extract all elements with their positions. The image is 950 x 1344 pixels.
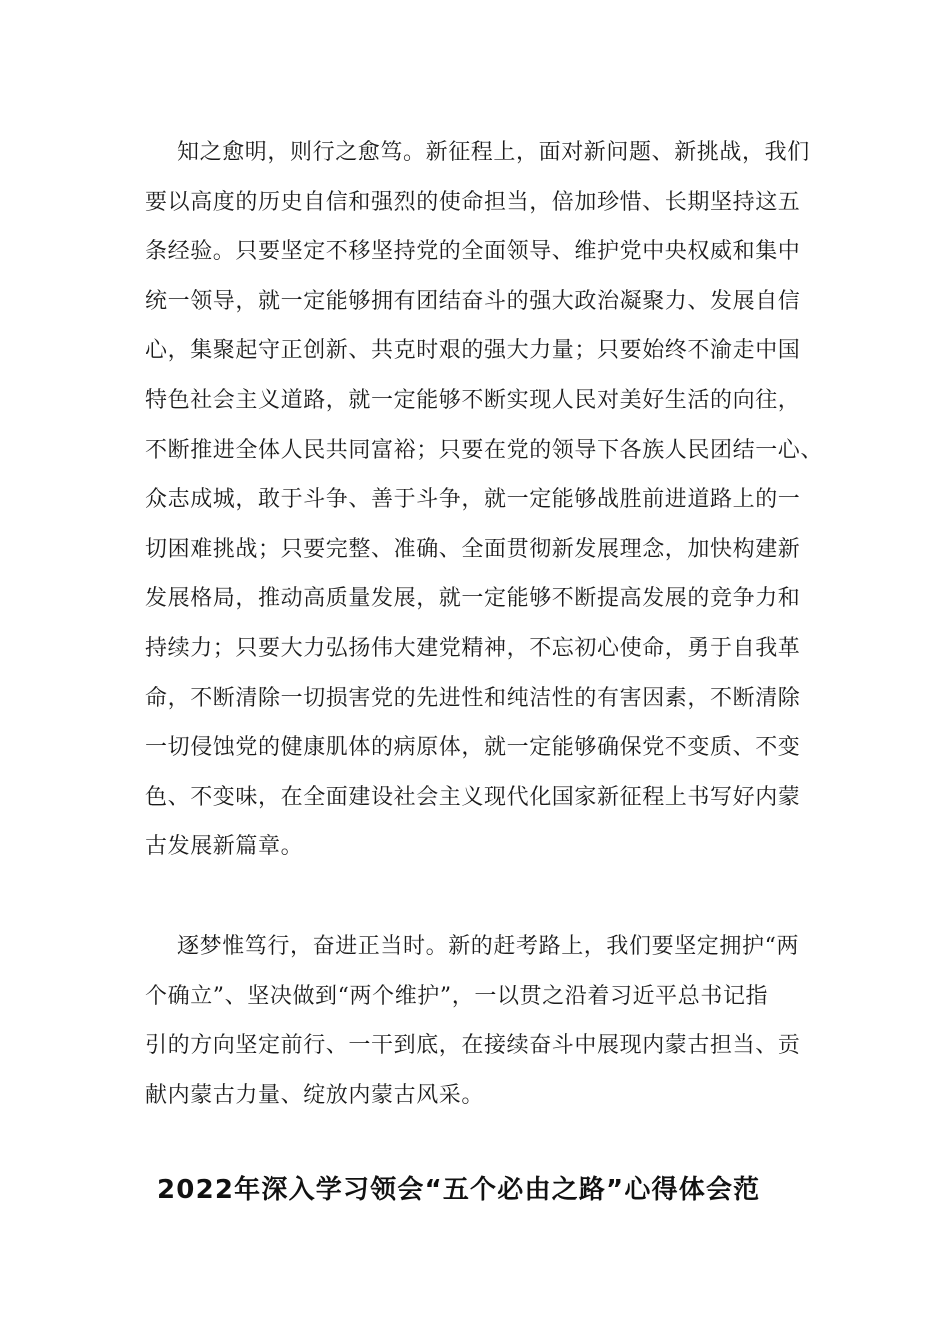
section-heading: 2022年深入学习领会“五个必由之路”心得体会范 bbox=[157, 1175, 761, 1205]
text-line: 个确立”、坚决做到“两个维护”，一以贯之沿着习近平总书记指 bbox=[145, 983, 769, 1009]
body-paragraph-1 bbox=[145, 128, 825, 872]
text-line: 条经验。只要坚定不移坚持党的全面领导、维护党中央权威和集中 bbox=[145, 239, 801, 265]
text-line: 古发展新篇章。 bbox=[145, 834, 304, 860]
text-line: 不断推进全体人民共同富裕；只要在党的领导下各族人民团结一心、 bbox=[145, 437, 824, 463]
text-line: 统一领导，就一定能够拥有团结奋斗的强大政治凝聚力、发展自信 bbox=[145, 288, 801, 314]
text-line: 逐梦惟笃行，奋进正当时。新的赶考路上，我们要坚定拥护“两 bbox=[177, 934, 800, 959]
text-line: 特色社会主义道路，就一定能够不断实现人民对美好生活的向往， bbox=[145, 387, 801, 413]
text-line: 要以高度的历史自信和强烈的使命担当，倍加珍惜、长期坚持这五 bbox=[145, 189, 801, 215]
text-line: 持续力；只要大力弘扬伟大建党精神，不忘初心使命，勇于自我革 bbox=[145, 635, 801, 661]
text-line: 知之愈明，则行之愈笃。新征程上，面对新问题、新挑战，我们 bbox=[177, 140, 810, 165]
body-paragraph-2 bbox=[145, 922, 825, 1120]
text-line: 引的方向坚定前行、一干到底，在接续奋斗中展现内蒙古担当、贡 bbox=[145, 1033, 801, 1059]
text-line: 众志成城，敢于斗争、善于斗争，就一定能够战胜前进道路上的一 bbox=[145, 487, 801, 513]
text-line: 献内蒙古力量、绽放内蒙古风采。 bbox=[145, 1082, 485, 1108]
text-line: 色、不变味，在全面建设社会主义现代化国家新征程上书写好内蒙 bbox=[145, 784, 801, 810]
text-line: 心，集聚起守正创新、共克时艰的强大力量；只要始终不渝走中国 bbox=[145, 338, 801, 364]
text-line: 命，不断清除一切损害党的先进性和纯洁性的有害因素，不断清除 bbox=[145, 685, 801, 711]
text-line: 一切侵蚀党的健康肌体的病原体，就一定能够确保党不变质、不变 bbox=[145, 735, 801, 761]
text-line: 切困难挑战；只要完整、准确、全面贯彻新发展理念，加快构建新 bbox=[145, 536, 801, 562]
text-line: 发展格局，推动高质量发展，就一定能够不断提高发展的竞争力和 bbox=[145, 586, 801, 612]
